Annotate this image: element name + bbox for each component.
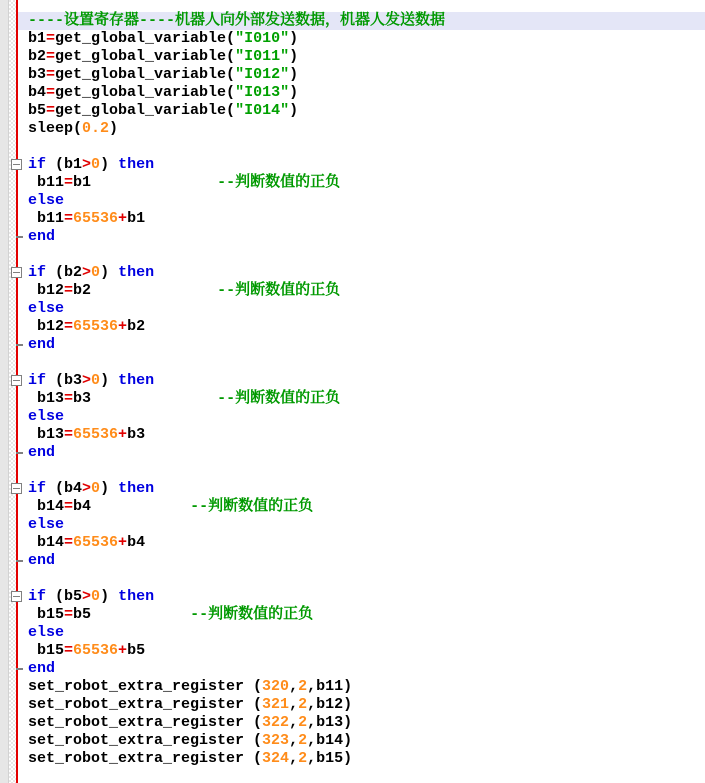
token-plain: (b4 (46, 480, 83, 497)
token-plain: set_robot_extra_register ( (28, 696, 263, 713)
token-operator: > (82, 264, 92, 281)
token-operator: = (64, 282, 74, 299)
code-line[interactable] (18, 390, 705, 408)
code-line[interactable] (18, 264, 705, 282)
token-number: 0 (91, 480, 101, 497)
code-line[interactable] (18, 210, 705, 228)
code-line[interactable] (18, 138, 705, 156)
token-operator: + (118, 534, 128, 551)
token-number: 2 (298, 678, 308, 695)
code-line[interactable] (18, 174, 705, 192)
code-line[interactable] (18, 588, 705, 606)
code-line[interactable] (18, 102, 705, 120)
token-keyword: if (28, 264, 47, 281)
code-line[interactable] (18, 246, 705, 264)
token-plain: get_global_variable( (55, 102, 236, 119)
token-comment: --判断数值的正负 (190, 606, 314, 623)
code-line[interactable] (18, 498, 705, 516)
token-plain: ) (289, 48, 299, 65)
token-comment: --判断数值的正负 (190, 498, 314, 515)
token-plain: b15 (28, 642, 65, 659)
token-plain: b1 (28, 30, 47, 47)
token-plain: ,b14) (307, 732, 353, 749)
token-plain: b15 (28, 606, 65, 623)
fold-collapse-icon[interactable] (11, 159, 22, 170)
fold-collapse-icon[interactable] (11, 267, 22, 278)
token-plain: b13 (28, 390, 65, 407)
code-line[interactable] (18, 516, 705, 534)
token-plain: set_robot_extra_register ( (28, 750, 263, 767)
code-line[interactable] (18, 300, 705, 318)
token-plain: b12 (28, 318, 65, 335)
token-keyword: if (28, 156, 47, 173)
code-line[interactable] (18, 282, 705, 300)
token-plain: b14 (28, 534, 65, 551)
code-line[interactable] (18, 354, 705, 372)
token-plain: ) (289, 66, 299, 83)
token-plain: ) (100, 480, 119, 497)
token-keyword: then (118, 480, 155, 497)
code-line[interactable] (18, 120, 705, 138)
token-string: "I012" (235, 66, 290, 83)
token-plain: (b2 (46, 264, 83, 281)
token-keyword: end (28, 228, 56, 245)
token-keyword: if (28, 480, 47, 497)
token-operator: = (46, 66, 56, 83)
token-plain: sleep( (28, 120, 83, 137)
token-plain: b11 (28, 174, 65, 191)
token-plain: b4 (127, 534, 146, 551)
token-keyword: if (28, 588, 47, 605)
token-keyword: then (118, 588, 155, 605)
token-string: "I011" (235, 48, 290, 65)
code-line[interactable] (18, 408, 705, 426)
code-line[interactable] (18, 84, 705, 102)
token-operator: + (118, 210, 128, 227)
code-line[interactable] (18, 336, 705, 354)
token-operator: = (46, 30, 56, 47)
token-number: 65536 (73, 318, 119, 335)
token-keyword: then (118, 264, 155, 281)
token-plain: set_robot_extra_register ( (28, 732, 263, 749)
code-line[interactable] (18, 66, 705, 84)
token-plain: get_global_variable( (55, 30, 236, 47)
token-plain: set_robot_extra_register ( (28, 678, 263, 695)
token-plain: , (289, 732, 299, 749)
token-number: 2 (298, 750, 308, 767)
bookmark-margin (0, 0, 9, 783)
token-plain: ,b11) (307, 678, 353, 695)
token-plain: b3 (28, 66, 47, 83)
code-line[interactable] (18, 192, 705, 210)
token-keyword: end (28, 660, 56, 677)
token-number: 0 (91, 264, 101, 281)
token-number: 321 (262, 696, 290, 713)
code-line[interactable] (18, 48, 705, 66)
token-keyword: end (28, 444, 56, 461)
token-plain: b1 (73, 174, 218, 191)
token-keyword: else (28, 408, 65, 425)
code-line[interactable] (18, 534, 705, 552)
token-plain: b5 (28, 102, 47, 119)
token-plain: set_robot_extra_register ( (28, 714, 263, 731)
token-operator: > (82, 372, 92, 389)
code-line-caret[interactable] (18, 12, 705, 30)
code-line[interactable] (18, 570, 705, 588)
token-plain: (b3 (46, 372, 83, 389)
token-plain: b3 (73, 390, 218, 407)
fold-end-icon (16, 668, 23, 670)
token-operator: > (82, 480, 92, 497)
token-plain: b1 (127, 210, 146, 227)
token-operator: = (64, 210, 74, 227)
token-number: 0 (91, 156, 101, 173)
token-operator: = (64, 498, 74, 515)
token-plain: ) (100, 156, 119, 173)
token-operator: = (64, 174, 74, 191)
code-line[interactable] (18, 444, 705, 462)
token-number: 323 (262, 732, 290, 749)
token-number: 324 (262, 750, 290, 767)
token-operator: = (46, 102, 56, 119)
token-number: 2 (298, 714, 308, 731)
token-plain: , (289, 750, 299, 767)
token-plain: b4 (28, 84, 47, 101)
token-operator: > (82, 156, 92, 173)
fold-end-icon (16, 452, 23, 454)
token-plain: get_global_variable( (55, 66, 236, 83)
token-plain: b2 (127, 318, 146, 335)
token-operator: = (64, 606, 74, 623)
fold-end-icon (16, 344, 23, 346)
code-line[interactable] (18, 606, 705, 624)
token-plain: b5 (127, 642, 146, 659)
token-string: "I014" (235, 102, 290, 119)
token-keyword: if (28, 372, 47, 389)
token-keyword: else (28, 300, 65, 317)
token-plain: b11 (28, 210, 65, 227)
token-string: "I010" (235, 30, 290, 47)
token-operator: = (64, 426, 74, 443)
code-line[interactable] (18, 480, 705, 498)
fold-end-icon (16, 236, 23, 238)
code-line[interactable] (18, 750, 705, 768)
token-plain: b2 (73, 282, 218, 299)
code-line[interactable] (18, 462, 705, 480)
token-number: 322 (262, 714, 290, 731)
code-line[interactable] (18, 156, 705, 174)
token-number: 2 (298, 732, 308, 749)
code-line[interactable] (18, 696, 705, 714)
token-plain: (b1 (46, 156, 83, 173)
token-keyword: else (28, 624, 65, 641)
token-comment: --判断数值的正负 (217, 282, 341, 299)
token-operator: = (64, 534, 74, 551)
fold-end-icon (16, 560, 23, 562)
token-operator: + (118, 318, 128, 335)
token-plain: b2 (28, 48, 47, 65)
token-plain: ) (109, 120, 119, 137)
token-plain: ) (289, 84, 299, 101)
token-operator: + (118, 426, 128, 443)
token-keyword: else (28, 516, 65, 533)
code-line[interactable] (18, 624, 705, 642)
code-line[interactable] (18, 372, 705, 390)
token-plain: b13 (28, 426, 65, 443)
token-plain: ,b12) (307, 696, 353, 713)
code-line[interactable] (18, 30, 705, 48)
token-keyword: end (28, 336, 56, 353)
token-operator: > (82, 588, 92, 605)
token-number: 65536 (73, 210, 119, 227)
token-number: 0.2 (82, 120, 110, 137)
token-operator: = (46, 84, 56, 101)
token-plain: b14 (28, 498, 65, 515)
token-plain: (b5 (46, 588, 83, 605)
code-line[interactable] (18, 732, 705, 750)
code-line[interactable] (18, 318, 705, 336)
code-line[interactable] (18, 426, 705, 444)
token-plain: ) (289, 102, 299, 119)
token-number: 2 (298, 696, 308, 713)
token-plain: b5 (73, 606, 191, 623)
token-plain: , (289, 678, 299, 695)
token-plain: b4 (73, 498, 191, 515)
token-operator: = (46, 48, 56, 65)
code-line[interactable] (18, 678, 705, 696)
token-number: 65536 (73, 426, 119, 443)
token-operator: = (64, 390, 74, 407)
code-area[interactable] (18, 12, 705, 783)
token-plain: ) (289, 30, 299, 47)
token-operator: + (118, 642, 128, 659)
token-plain: ,b15) (307, 750, 353, 767)
token-number: 0 (91, 372, 101, 389)
token-number: 65536 (73, 534, 119, 551)
token-keyword: then (118, 372, 155, 389)
token-string: "I013" (235, 84, 290, 101)
token-plain: get_global_variable( (55, 48, 236, 65)
token-plain: ) (100, 264, 119, 281)
token-plain: , (289, 696, 299, 713)
token-keyword: then (118, 156, 155, 173)
fold-collapse-icon[interactable] (11, 591, 22, 602)
token-plain: b3 (127, 426, 146, 443)
code-line[interactable] (18, 714, 705, 732)
token-plain: ,b13) (307, 714, 353, 731)
token-number: 320 (262, 678, 290, 695)
fold-collapse-icon[interactable] (11, 375, 22, 386)
token-number: 65536 (73, 642, 119, 659)
token-comment: ----设置寄存器----机器人向外部发送数据，机器人发送数据 (28, 12, 446, 29)
code-line[interactable] (18, 642, 705, 660)
token-plain: ) (100, 588, 119, 605)
token-comment: --判断数值的正负 (217, 174, 341, 191)
token-keyword: else (28, 192, 65, 209)
token-keyword: end (28, 552, 56, 569)
token-comment: --判断数值的正负 (217, 390, 341, 407)
token-operator: = (64, 318, 74, 335)
code-line[interactable] (18, 552, 705, 570)
token-plain: get_global_variable( (55, 84, 236, 101)
token-plain: ) (100, 372, 119, 389)
token-plain: b12 (28, 282, 65, 299)
code-line[interactable] (18, 228, 705, 246)
token-plain: , (289, 714, 299, 731)
token-operator: = (64, 642, 74, 659)
code-line[interactable] (18, 660, 705, 678)
token-number: 0 (91, 588, 101, 605)
fold-collapse-icon[interactable] (11, 483, 22, 494)
